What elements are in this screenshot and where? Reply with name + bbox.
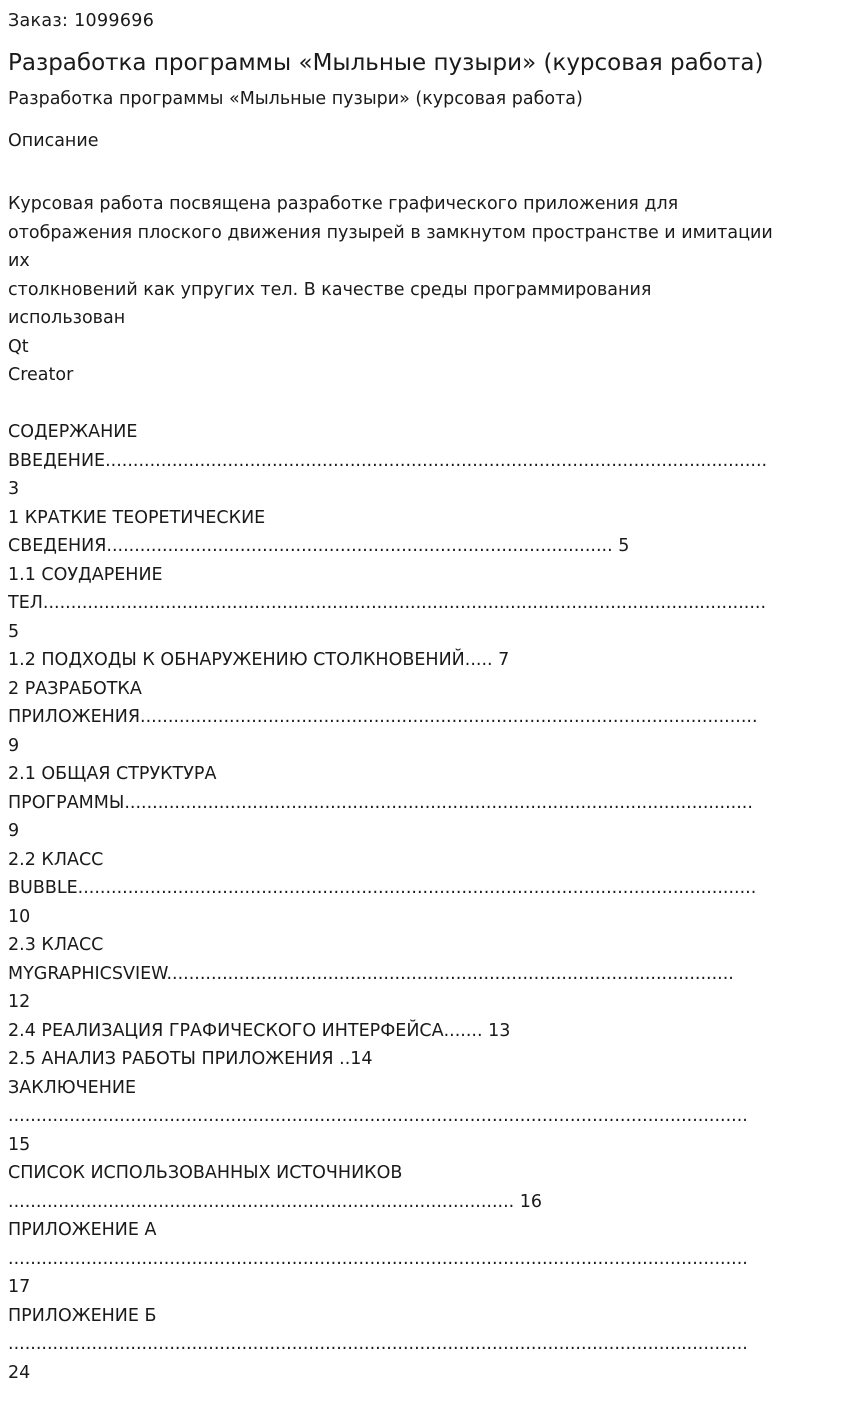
toc-entry: ВВЕДЕНИЕ....................................................................................................................... — [8, 450, 768, 471]
toc-entry: 2.4 РЕАЛИЗАЦИЯ ГРАФИЧЕСКОГО ИНТЕРФЕЙСА....... 13 — [8, 1020, 511, 1041]
description-body — [8, 190, 847, 1387]
toc-leader: ..................................................................................................................................... — [8, 1106, 748, 1126]
toc-leader: ........................................................................................... 16 — [8, 1191, 543, 1212]
toc-entry: 1.1 СОУДАРЕНИЕ — [8, 564, 163, 585]
toc-entry: СВЕДЕНИЯ........................................................................................... 5 — [8, 536, 630, 556]
toc-entry: ПРИЛОЖЕНИЯ............................................................................................................... — [8, 707, 758, 727]
toc-entry: 2 РАЗРАБОТКА — [8, 678, 142, 699]
text-line: Qt — [8, 336, 29, 357]
blank-line — [8, 390, 847, 419]
toc-entry: ТЕЛ.................................................................................................................................. — [8, 593, 767, 613]
toc-page-number: 12 — [8, 992, 31, 1012]
text-line: Creator — [8, 365, 74, 385]
toc-page-number: 17 — [8, 1277, 31, 1297]
description-heading: Описание — [8, 131, 99, 151]
toc-entry: 2.2 КЛАСС — [8, 849, 104, 870]
toc-page-number: 15 — [8, 1134, 31, 1155]
text-line: Курсовая работа посвящена разработке графического приложения для — [8, 194, 679, 214]
toc-entry: 2.3 КЛАСС — [8, 935, 104, 955]
toc-leader: ..................................................................................................................................... — [8, 1334, 748, 1354]
page-subtitle: Разработка программы «Мыльные пузыри» (курсовая работа) — [8, 89, 583, 109]
toc-entry: MYGRAPHICSVIEW...................................................................................................... — [8, 963, 734, 984]
toc-entry: СПИСОК ИСПОЛЬЗОВАННЫХ ИСТОЧНИКОВ — [8, 1163, 403, 1183]
toc-entry: ПРИЛОЖЕНИЕ Б — [8, 1305, 157, 1326]
toc-leader: ..................................................................................................................................... — [8, 1248, 748, 1269]
toc-entry: ПРИЛОЖЕНИЕ А — [8, 1220, 157, 1240]
toc-entry: 1.2 ПОДХОДЫ К ОБНАРУЖЕНИЮ СТОЛКНОВЕНИЙ..... 7 — [8, 650, 510, 670]
toc-entry: 2.5 АНАЛИЗ РАБОТЫ ПРИЛОЖЕНИЯ ..14 — [8, 1049, 373, 1069]
toc-entry: 1 КРАТКИЕ ТЕОРЕТИЧЕСКИЕ — [8, 507, 266, 528]
toc-page-number: 10 — [8, 906, 31, 927]
toc-entry: 2.1 ОБЩАЯ СТРУКТУРА — [8, 764, 217, 784]
toc-page-number: 9 — [8, 821, 20, 841]
toc-entry: ПРОГРАММЫ................................................................................................................. — [8, 792, 753, 813]
toc-page-number: 24 — [8, 1362, 31, 1383]
page-title: Разработка программы «Мыльные пузыри» (курсовая работа) — [8, 50, 764, 76]
toc-page-number: 9 — [8, 735, 20, 756]
text-line: столкновений как упругих тел. В качестве среды программирования — [8, 279, 652, 300]
toc-entry: BUBBLE.......................................................................................................................... — [8, 878, 757, 898]
text-line: использован — [8, 308, 126, 328]
toc-heading: СОДЕРЖАНИЕ — [8, 422, 138, 442]
order-number: Заказ: 1099696 — [8, 11, 155, 31]
toc-entry: ЗАКЛЮЧЕНИЕ — [8, 1077, 137, 1098]
text-line: их — [8, 251, 30, 271]
toc-page-number: 3 — [8, 479, 20, 499]
text-line: отображения плоского движения пузырей в замкнутом пространстве и имитации — [8, 222, 773, 243]
toc-page-number: 5 — [8, 621, 20, 642]
